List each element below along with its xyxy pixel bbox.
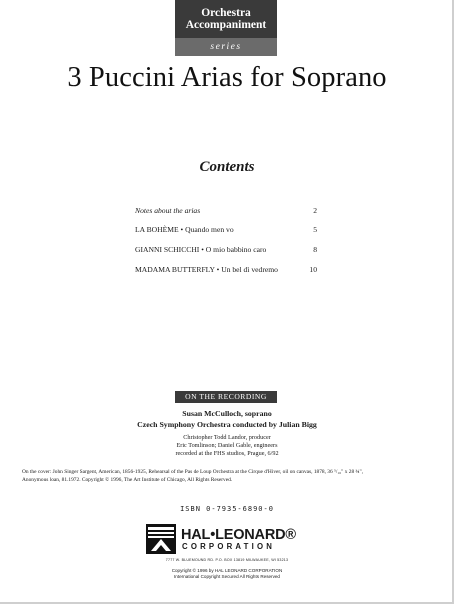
toc-item-label: GIANNI SCHICCHI • O mio babbino caro [135,245,267,254]
toc-item-label: Notes about the arias [135,206,201,215]
series-line-2: Accompaniment [185,19,267,31]
logo-corporation: CORPORATION [182,542,276,551]
engineer-credit: Eric Tomlinson; Daniel Gable, engineers [176,442,278,449]
series-badge [175,0,277,56]
publisher-logo [145,523,310,555]
toc-item-label: LA BOHÈME • Quando men vo [135,225,234,234]
toc-item-page: 2 [313,206,317,215]
toc-item-page: 5 [313,225,317,234]
orchestra-credit: Czech Symphony Orchestra conducted by Julian Bigg [137,420,317,429]
cover-credit-line-2: Anonymous loan, 81.1972. Copyright © 1996, The Art Institute of Chicago, All Rights Reserved. [22,476,233,483]
logo-wordmark: HAL•LEONARD® [181,527,296,543]
publisher-address: 7777 W. BLUEMOUND RD. P.O. BOX 13819 MILWAUKEE, WI 53213 [165,558,289,562]
producer-credit: Christopher Todd Landor, producer [183,434,271,441]
series-line-3: series [175,38,277,56]
toc-item-page: 10 [309,265,317,274]
hal-leonard-logo-icon [145,523,177,555]
isbn: ISBN 0-7935-6890-0 [180,505,274,513]
soloist-credit: Susan McCulloch, soprano [182,409,272,418]
on-the-recording-label: ON THE RECORDING [175,391,277,403]
cover-credit [22,469,442,484]
book-title: 3 Puccini Arias for Soprano [67,62,387,93]
contents-heading: Contents [199,159,255,175]
cover-credit-line-1: On the cover: John Singer Sargent, American, 1856-1925, Rehearsal of the Pas de Loup Orchestra at the Cirque d'Hiver, oil on canvas, 1878, 36 ⁵/₁₆" x 28 ¾", [22,469,364,475]
toc-item-label: MADAMA BUTTERFLY • Un bel dì vedremo [135,265,278,274]
series-line-1: Orchestra [201,7,251,19]
toc-item-page: 8 [313,245,317,254]
copyright-line-2: International Copyright Secured All Rights Reserved [174,574,280,579]
copyright-line-1: Copyright © 1996 by HAL LEONARD CORPORATION [171,568,283,573]
recording-location: recorded at the FHS studios, Prague, 6/92 [175,450,279,457]
